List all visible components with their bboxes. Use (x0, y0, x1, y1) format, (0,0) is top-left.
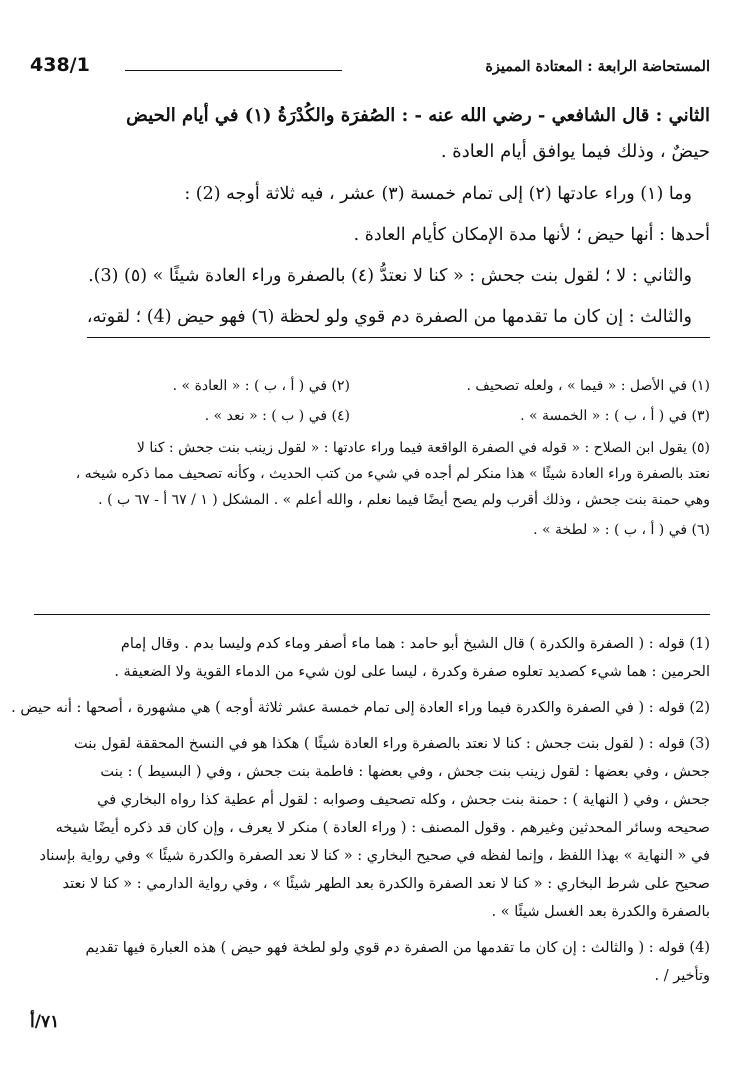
footnote-6: (٦) في ( أ ، ب ) : « لطخة » . (533, 522, 710, 538)
footnote-4: (٤) في ( ب ) : « نعد » . (204, 408, 350, 424)
note-line: صحيح على شرط البخاري : « كنا لا نعد الصفرة والكدرة بعد الطهر شيئًا » ، وفي رواية الدارمي : « كنا لا نعتد (62, 876, 710, 892)
footnote-line: نعتد بالصفرة وراء العادة شيئًا » هذا منكر لم أجده في شيء من كتب الحديث ، وكأنه تصحيف مما ذكره شيخه ، (75, 466, 710, 482)
note-line: (1) قوله : ( الصفرة والكدرة ) قال الشيخ أبو حامد : هما ماء أصفر وماء كدم وليسا بدم . وقال إمام (120, 636, 710, 652)
paragraph-third-view: والثالث : إن كان ما تقدمها من الصفرة دم قوي ولو لحظة (٦) فهو حيض (4) ؛ لقوته، (87, 300, 710, 338)
footnote-row (28, 375, 710, 397)
footnote-2: (٢) في ( أ ، ب ) : « العادة » . (172, 378, 350, 394)
note-line: جحش ، وفي بعضها : لقول زينب بنت جحش ، وفي بعضها : فاطمة بنت جحش ، وفي ( البسيط ) : بنت (100, 764, 710, 780)
footnote-separator (34, 614, 710, 615)
footnote-line: (٥) يقول ابن الصلاح : « قوله في الصفرة الواقعة فيما وراء عادتها : « لقول زينب بنت جحش : كنا لا (136, 440, 710, 456)
footnote-line: وهي حمنة بنت جحش ، وذلك أقرب ولم يصح أيضًا فيما نعلم ، والله أعلم » . المشكل ( ١ / ٦٧ أ - ٦٧ ب ) . (98, 492, 710, 508)
header-rule (125, 70, 342, 71)
paragraph-first-view: أحدها : أنها حيض ؛ لأنها مدة الإمكان كأيام العادة . (353, 225, 710, 245)
note-line: في « النهاية » بهذا اللفظ ، وإنما لفظه في صحيح البخاري : « كنا لا نعد الصفرة والكدرة شيئًا » وفي رواية بإسناد (39, 848, 710, 864)
running-header (30, 50, 710, 84)
commentary-3 (28, 730, 710, 926)
commentary-2: (2) قوله : ( في الصفرة والكدرة فيما وراء العادة إلى تمام خمسة عشر ثلاثة أوجه ) هي مشهورة ، أصحها : أنه حيض . (11, 700, 710, 716)
page-number: 438/1 (30, 54, 90, 76)
note-line: الحرمين : هما شيء كصديد تعلوه صفرة وكدرة ، ليسا على لون شيء من الدماء القوية ولا الضعيفة . (114, 664, 710, 680)
commentary-1 (28, 630, 710, 686)
paragraph-second-opinion: والثاني : لا ؛ لقول بنت جحش : « كنا لا نعتدُّ (٤) بالصفرة وراء العادة شيئًا » (٥) (3). (88, 266, 692, 286)
note-line: بالصفرة والكدرة بعد الغسل شيئًا » . (491, 904, 710, 920)
editor-footnotes (28, 375, 710, 549)
footnote-1: (١) في الأصل : « فيما » ، ولعله تصحيف . (466, 378, 710, 394)
note-line: جحش ، وفي ( النهاية ) : حمنة بنت جحش ، وكله تصحيف وصوابه : لقول أم عطية كذا رواه البخاري في (97, 792, 710, 808)
text-line: حيضٌ ، وذلك فيما يوافق أيام العادة . (440, 141, 710, 162)
text-line: الثاني : قال الشافعي - رضي الله عنه - : الصُفرَة والكُدْرَةُ (١) في أيام الحيض (126, 105, 710, 126)
note-line: (4) قوله : ( والثالث : إن كان ما تقدمها من الصفرة دم قوي ولو لطخة فهو حيض ) هذه العبارة فيها تقديم (85, 940, 710, 956)
paragraph-beyond-habit: وما (١) وراء عادتها (٢) إلى تمام خمسة (٣) عشر ، فيه ثلاثة أوجه (2) : (184, 184, 692, 204)
note-line: وتأخير / . (654, 968, 710, 984)
footnote-5 (28, 435, 710, 513)
paragraph-second-view (28, 98, 710, 170)
footnote-row (28, 405, 710, 427)
note-line: (3) قوله : ( لقول بنت جحش : كنا لا نعتد بالصفرة وراء العادة شيئًا ) هكذا هو في النسخ المحققة لقول بنت (74, 736, 710, 752)
chapter-title: المستحاضة الرابعة : المعتادة المميزة (485, 58, 710, 75)
footnote-3: (٣) في ( أ ، ب ) : « الخمسة » . (520, 408, 710, 424)
commentary-4 (28, 934, 710, 990)
main-text (28, 98, 710, 345)
manuscript-folio: ٧١/أ (30, 1012, 60, 1032)
commentary-notes (11, 630, 710, 998)
note-line: صحيحه وسائر المحدثين وغيرهم . وقول المصنف : ( وراء العادة ) منكر لا يعرف ، وإن كان قد ذكره أيضًا شيخه (55, 820, 710, 836)
